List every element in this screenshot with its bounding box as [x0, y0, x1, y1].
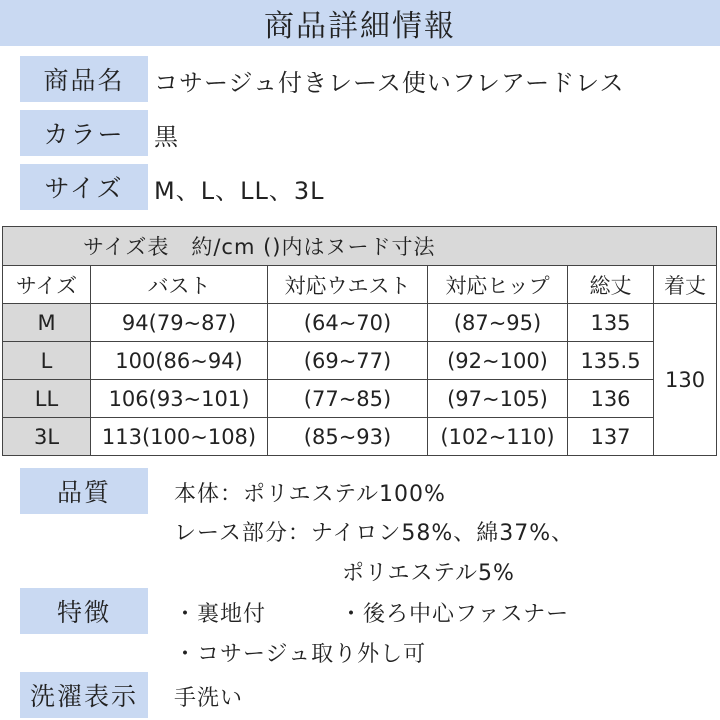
header-dress-length: 着丈	[654, 266, 717, 304]
cell-waist: (77~85)	[268, 380, 428, 418]
header-bust: バスト	[91, 266, 268, 304]
page-title: 商品詳細情報	[264, 9, 456, 44]
cell-size: LL	[3, 380, 91, 418]
cell-hip: (87~95)	[428, 304, 568, 342]
value-product-name: コサージュ付きレース使いフレアードレス	[154, 69, 625, 97]
cell-total-length: 137	[568, 418, 654, 456]
cell-waist: (64~70)	[268, 304, 428, 342]
cell-total-length: 136	[568, 380, 654, 418]
quality-line-lace: レース部分：ナイロン58%、綿37%、	[174, 521, 575, 546]
info-row-product-name	[20, 56, 148, 102]
cell-bust: 94(79~87)	[91, 304, 268, 342]
cell-hip: (102~110)	[428, 418, 568, 456]
quality-line-body: 本体：ポリエステル100%	[174, 482, 446, 507]
label-product-name: 商品名	[20, 56, 148, 102]
cell-waist: (85~93)	[268, 418, 428, 456]
quality-line-lace-cont: ポリエステル5%	[342, 561, 515, 586]
cell-size: M	[3, 304, 91, 342]
info-row-size	[20, 164, 148, 210]
feature-zipper: ・後ろ中心ファスナー	[340, 602, 570, 627]
label-color: カラー	[20, 110, 148, 156]
value-color: 黒	[154, 123, 179, 151]
label-size: サイズ	[20, 164, 148, 210]
size-table-caption: サイズ表 約/cm ()内はヌード寸法	[3, 227, 717, 266]
label-quality: 品質	[20, 468, 148, 514]
cell-total-length: 135	[568, 304, 654, 342]
page-header	[0, 0, 720, 46]
table-row	[3, 342, 717, 380]
table-row	[3, 380, 717, 418]
cell-total-length: 135.5	[568, 342, 654, 380]
size-table-header-row	[3, 266, 717, 304]
label-care: 洗濯表示	[20, 672, 148, 718]
cell-size: 3L	[3, 418, 91, 456]
cell-bust: 113(100~108)	[91, 418, 268, 456]
feature-corsage: ・コサージュ取り外し可	[174, 642, 427, 667]
cell-hip: (92~100)	[428, 342, 568, 380]
cell-hip: (97~105)	[428, 380, 568, 418]
value-size: M、L、LL、3L	[154, 177, 325, 205]
info-row-color	[20, 110, 148, 156]
header-waist: 対応ウエスト	[268, 266, 428, 304]
header-hip: 対応ヒップ	[428, 266, 568, 304]
size-table	[2, 226, 717, 456]
table-row	[3, 304, 717, 342]
cell-bust: 100(86~94)	[91, 342, 268, 380]
header-total-length: 総丈	[568, 266, 654, 304]
header-size: サイズ	[3, 266, 91, 304]
feature-lining: ・裏地付	[174, 602, 267, 627]
cell-dress-length: 130	[654, 304, 717, 456]
cell-waist: (69~77)	[268, 342, 428, 380]
table-row	[3, 418, 717, 456]
value-care: 手洗い	[174, 686, 244, 711]
label-features: 特徴	[20, 588, 148, 634]
cell-size: L	[3, 342, 91, 380]
cell-bust: 106(93~101)	[91, 380, 268, 418]
